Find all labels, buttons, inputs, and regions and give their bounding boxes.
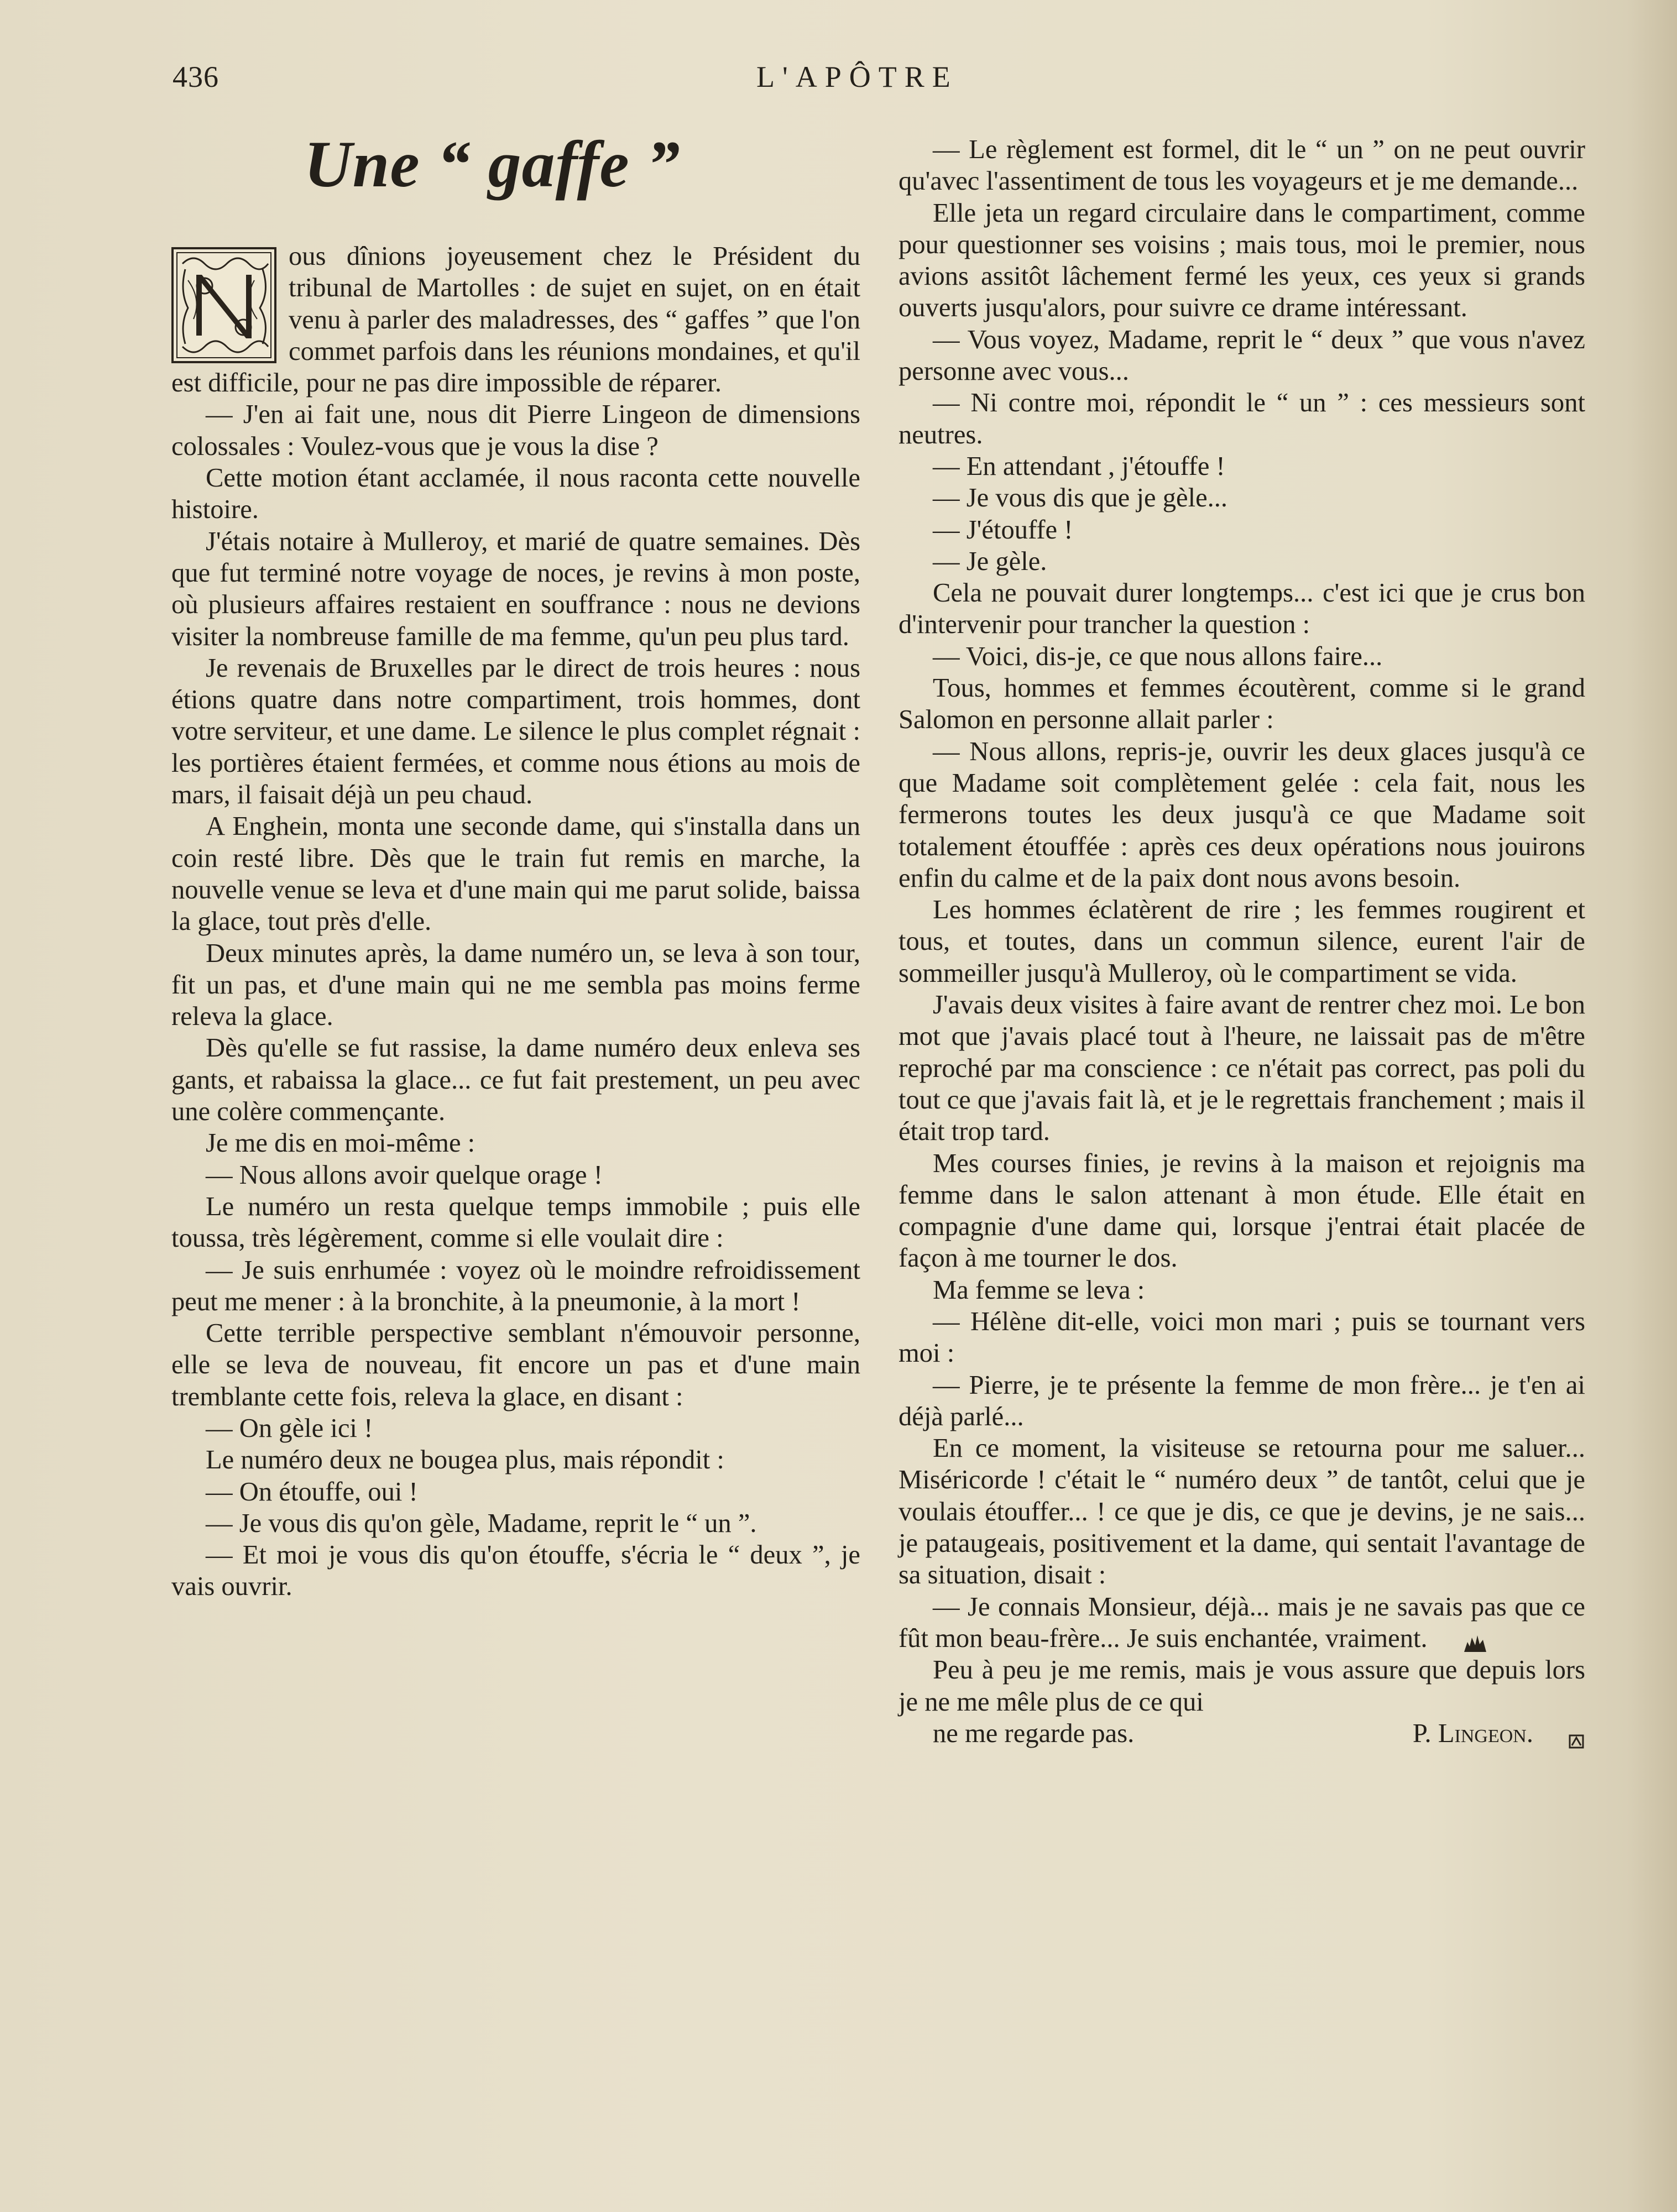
paragraph: Cette terrible perspective semblant n'émouvoir personne, elle se leva de nouveau, fit encore un pas et d'une main tremblante cette fois, releva la glace, en disant : bbox=[171, 1318, 860, 1411]
page-number: 436 bbox=[173, 60, 219, 93]
paragraph: — Nous allons, repris-je, ouvrir les deux glaces jusqu'à ce que Madame soit complètement gelée : cela fait, nous les fermerons toutes les deux jusqu'à ce que Madame soit totalement étouffée : après ces deux opérations nous jouirons enfin du calme et de la paix dont nous avons besoin. bbox=[898, 736, 1585, 893]
paragraph: En ce moment, la visiteuse se retourna pour me saluer... Miséricorde ! c'était le “ numéro deux ” de tantôt, celui que je voulais étouffer... ! ce que je dis, ce que je devins, je ne sais... je pataugeais, positivement et la dame, qui sentait l'avantage de sa situation, disait : bbox=[898, 1433, 1585, 1590]
paragraph: J'étais notaire à Mulleroy, et marié de quatre semaines. Dès que fut terminé notre voyage de noces, je revins à mon poste, où plusieurs affaires restaient en souffrance : nous ne devions visiter la nombreuse famille de ma femme, qu'un peu plus tard. bbox=[171, 526, 860, 651]
paragraph-text: — Je connais Monsieur, déjà... mais je ne savais pas que ce fût mon beau-frère... Je suis enchantée, vraiment. bbox=[898, 1591, 1585, 1653]
paragraph: — Pierre, je te présente la femme de mon frère... je t'en ai déjà parlé... bbox=[898, 1369, 1585, 1431]
left-column bbox=[171, 240, 860, 1603]
paragraph: Cette motion étant acclamée, il nous raconta cette nouvelle histoire. bbox=[171, 463, 860, 525]
paragraph bbox=[898, 1591, 1585, 1655]
paragraph: — Ni contre moi, répondit le “ un ” : ces messieurs sont neutres. bbox=[898, 388, 1585, 449]
paragraph: Le numéro un resta quelque temps immobile ; puis elle toussa, très légèrement, comme si elle voulait dire : bbox=[171, 1191, 860, 1253]
paragraph: — Je suis enrhumée : voyez où le moindre refroidissement peut me mener : à la bronchite, à la pneumonie, à la mort ! bbox=[171, 1254, 860, 1316]
paragraph: Tous, hommes et femmes écoutèrent, comme si le grand Salomon en personne allait parler : bbox=[898, 673, 1585, 735]
paragraph: Deux minutes après, la dame numéro un, se leva à son tour, fit un pas, et d'une main qui ne me sembla pas moins ferme releva la glace. bbox=[171, 938, 860, 1032]
paragraph: Je revenais de Bruxelles par le direct de trois heures : nous étions quatre dans notre compartiment, trois hommes, dont votre serviteur, et une dame. Le silence le plus complet régnait : les portières étaient fermées, et comme nous étions au mois de mars, il faisait déjà un peu chaud. bbox=[171, 652, 860, 810]
paragraph: — Voici, dis-je, ce que nous allons faire... bbox=[933, 641, 1383, 671]
paragraph: — Hélène dit-elle, voici mon mari ; puis se tournant vers moi : bbox=[898, 1306, 1585, 1368]
author-name: P. Lingeon. bbox=[1412, 1718, 1533, 1748]
paragraph: — On étouffe, oui ! bbox=[206, 1476, 418, 1507]
paragraph: A Enghein, monta une seconde dame, qui s'installa dans un coin resté libre. Dès que le train fut remis en marche, la nouvelle venue se leva et d'une main qui me parut solide, baissa la glace, tout près d'elle. bbox=[171, 811, 860, 937]
paragraph: Cela ne pouvait durer longtemps... c'est ici que je crus bon d'intervenir pour trancher la question : bbox=[898, 578, 1585, 640]
signature-line bbox=[898, 1718, 1585, 1749]
paragraph: Ma femme se leva : bbox=[933, 1274, 1145, 1305]
paragraph: — Je gèle. bbox=[933, 546, 1047, 576]
paragraph: Les hommes éclatèrent de rire ; les femmes rougirent et tous, et toutes, dans un commun silence, eurent l'air de sommeiller jusqu'à Mulleroy, où le compartiment se vida. bbox=[898, 895, 1585, 988]
paragraph: — Je vous dis que je gèle... bbox=[933, 483, 1228, 513]
closing-line: ne me regarde pas. bbox=[933, 1718, 1135, 1748]
paragraph: Mes courses finies, je revins à la maison et rejoignis ma femme dans le salon attenant à mon étude. Elle était en compagnie d'une dame qui, lorsque j'entrai était placée de façon à me tourner le dos. bbox=[898, 1148, 1585, 1273]
running-title: L'APÔTRE bbox=[756, 60, 958, 93]
paragraph: — Je vous dis qu'on gèle, Madame, reprit le “ un ”. bbox=[206, 1508, 757, 1538]
paragraph: Elle jeta un regard circulaire dans le compartiment, comme pour questionner ses voisins ; mais tous, moi le premier, nous avions assitôt lâchement fermé les yeux, ces yeux si grands ouverts jusqu'alors, pour suivre ce drame intéressant. bbox=[898, 197, 1585, 323]
paragraph: — J'en ai fait une, nous dit Pierre Lingeon de dimensions colossales : Voulez-vous que je vous la dise ? bbox=[171, 399, 860, 461]
paragraph: ous dînions joyeusement chez le Président du tribunal de Martolles : de sujet en sujet, on en était venu à parler des maladresses, des “ gaffes ” que l'on commet parfois dans les réunions mondaines, et qu'il est difficile, pour ne pas dire impossible de réparer. bbox=[171, 241, 860, 398]
right-column bbox=[898, 134, 1585, 1749]
paragraph: — Nous allons avoir quelque orage ! bbox=[206, 1159, 603, 1190]
paragraph: — En attendant , j'étouffe ! bbox=[933, 451, 1225, 481]
tailpiece-ornament-icon bbox=[1428, 1630, 1454, 1652]
dropcap-ornament-icon bbox=[171, 247, 276, 363]
paragraph: Le numéro deux ne bougea plus, mais répondit : bbox=[206, 1445, 724, 1475]
paragraph: — Vous voyez, Madame, reprit le “ deux ” que vous n'avez personne avec vous... bbox=[898, 324, 1585, 386]
paragraph: — J'étouffe ! bbox=[933, 514, 1073, 545]
signature-ornament-icon bbox=[1533, 1727, 1552, 1745]
paragraph: J'avais deux visites à faire avant de rentrer chez moi. Le bon mot que j'avais placé tout à l'heure, ne laissait pas de m'être reproché par ma conscience : ce n'était pas correct, pas poli du tout ce que j'avais fait là, et je le regrettais franchement ; mais il était trop tard. bbox=[898, 990, 1585, 1147]
paragraph: — On gèle ici ! bbox=[206, 1413, 373, 1443]
paragraph: — Et moi je vous dis qu'on étouffe, s'écria le “ deux ”, je vais ouvrir. bbox=[171, 1540, 860, 1602]
paragraph: Peu à peu je me remis, mais je vous assure que depuis lors je ne me mêle plus de ce qui bbox=[898, 1655, 1585, 1717]
paragraph: — Le règlement est formel, dit le “ un ” on ne peut ouvrir qu'avec l'assentiment de tous les voyageurs et je me demande... bbox=[898, 134, 1585, 196]
paragraph: Je me dis en moi-même : bbox=[206, 1128, 476, 1158]
article-title: Une “ gaffe ” bbox=[304, 127, 681, 201]
paragraph: Dès qu'elle se fut rassise, la dame numéro deux enleva ses gants, et rabaissa la glace... ce fut fait prestement, un peu avec une colère commençante. bbox=[171, 1033, 860, 1127]
signature bbox=[1378, 1718, 1585, 1749]
